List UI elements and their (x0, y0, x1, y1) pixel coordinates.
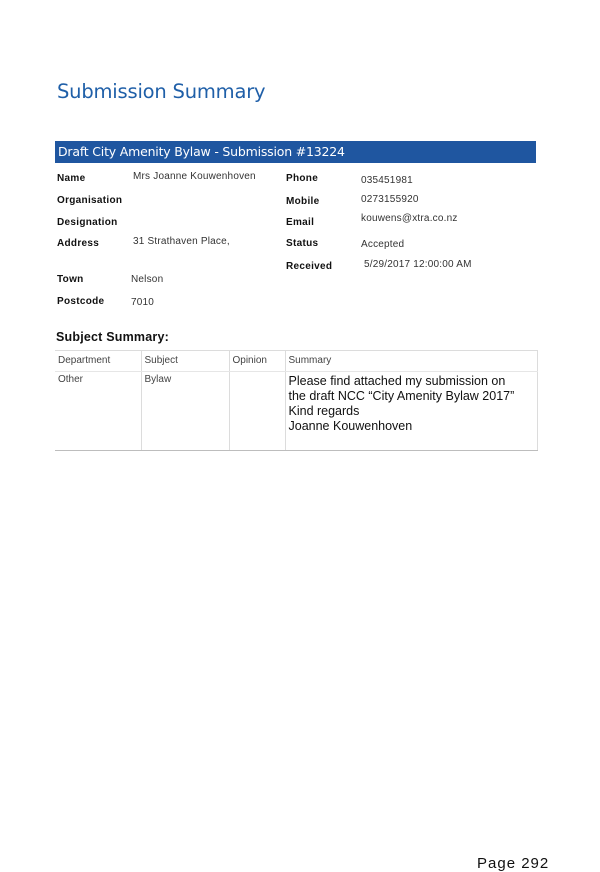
email-value: kouwens@xtra.co.nz (361, 213, 458, 224)
header-summary: Summary (285, 351, 537, 372)
town-value: Nelson (131, 274, 164, 285)
header-opinion: Opinion (229, 351, 285, 372)
received-label: Received (286, 261, 333, 272)
received-value: 5/29/2017 12:00:00 AM (364, 259, 472, 270)
header-department: Department (55, 351, 141, 372)
table-row (55, 372, 537, 451)
cell-subject: Bylaw (141, 372, 229, 451)
designation-label: Designation (57, 217, 118, 228)
cell-summary: Please find attached my submission on the draft NCC “City Amenity Bylaw 2017” Kind regards Joanne Kouwenhoven (285, 372, 537, 451)
email-label: Email (286, 217, 315, 228)
cell-department: Other (55, 372, 141, 451)
subject-summary-table (55, 350, 538, 451)
name-value: Mrs Joanne Kouwenhoven (133, 171, 256, 182)
postcode-value: 7010 (131, 297, 155, 308)
header-subject: Subject (141, 351, 229, 372)
page-title: Submission Summary (57, 80, 266, 103)
status-label: Status (286, 238, 319, 249)
town-label: Town (57, 274, 84, 285)
organisation-label: Organisation (57, 195, 123, 206)
address-label: Address (57, 238, 100, 249)
address-value: 31 Strathaven Place, (133, 236, 230, 247)
page-number: Page 292 (477, 855, 550, 872)
name-label: Name (57, 173, 86, 184)
phone-label: Phone (286, 173, 319, 184)
submission-banner: Draft City Amenity Bylaw - Submission #13224 (55, 141, 536, 163)
subject-summary-title: Subject Summary: (56, 330, 169, 344)
table-header-row (55, 351, 537, 372)
mobile-value: 0273155920 (361, 194, 419, 205)
phone-value: 035451981 (361, 175, 413, 186)
postcode-label: Postcode (57, 296, 105, 307)
status-value: Accepted (361, 239, 405, 250)
mobile-label: Mobile (286, 196, 320, 207)
cell-opinion (229, 372, 285, 451)
